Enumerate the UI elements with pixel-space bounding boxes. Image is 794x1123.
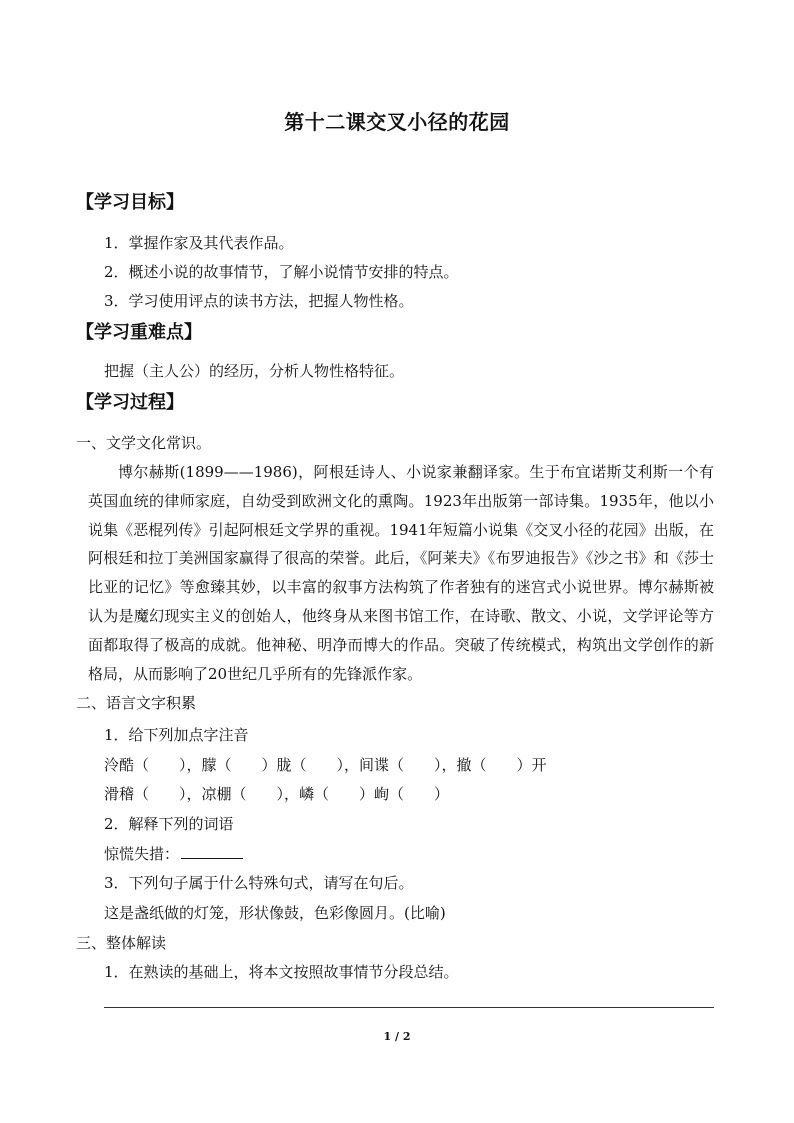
key-points-heading: 【学习重难点】 — [76, 322, 202, 343]
part3-heading: 三、整体解读 — [76, 934, 167, 952]
part3-question-1: 1．在熟读的基础上，将本文按照故事情节分段总结。 — [104, 963, 459, 981]
page-number: 1 / 2 — [383, 1030, 411, 1043]
answer-blank[interactable] — [181, 843, 243, 859]
process-heading: 【学习过程】 — [76, 392, 184, 413]
author-paragraph: 博尔赫斯(1899——1986)，阿根廷诗人、小说家兼翻译家。生于布宜诺斯艾利斯一个有英国血统的律师家庭，自幼受到欧洲文化的熏陶。1923年出版第一部诗集。1935年，他以小说集《恶棍列传》引起阿根廷文学界的重视。1941年短篇小说集《交叉小径的花园》出版，在阿根廷和拉丁美洲国家赢得了很高的荣誉。此后，《阿莱夫》《布罗迪报告》《沙之书》和《莎士比亚的记忆》等愈臻其妙，以丰富的叙事方法构筑了作者独有的迷宫式小说世界。博尔赫斯被认为是魔幻现实主义的创始人，他终身从来图书馆工作，在诗歌、散文、小说，文学评论等方面都取得了极高的成就。他神秘、明净而博大的作品。突破了传统模式，构筑出文学创作的新格局，从而影响了20世纪几乎所有的先锋派作家。 — [88, 463, 714, 683]
objective-item-3: 3．学习使用评点的读书方法，把握人物性格。 — [104, 292, 414, 310]
part2-heading: 二、语言文字积累 — [76, 694, 197, 712]
term-line — [104, 843, 243, 864]
pinyin-line-1: 泠酷（ ），朦（ ）胧（ ），间谍（ ），撤（ ）开 — [104, 756, 547, 774]
pinyin-line-2: 滑稽（ ），凉棚（ ），嶙（ ）峋（ ） — [104, 785, 450, 803]
part2-question-1: 1．给下列加点字注音 — [104, 726, 249, 744]
term-label: 惊慌失措： — [104, 845, 180, 863]
objective-item-1: 1．掌握作家及其代表作品。 — [104, 234, 294, 252]
key-points-text: 把握（主人公）的经历，分析人物性格特征。 — [104, 362, 405, 380]
objective-item-2: 2．概述小说的故事情节，了解小说情节安排的特点。 — [104, 263, 459, 281]
objectives-heading: 【学习目标】 — [76, 192, 184, 213]
footer-divider — [104, 1007, 714, 1008]
part2-question-3: 3．下列句子属于什么特殊句式，请写在句后。 — [104, 874, 414, 892]
example-sentence: 这是盏纸做的灯笼，形状像鼓，色彩像圆月。(比喻) — [104, 904, 446, 922]
page-title: 第十二课交叉小径的花园 — [284, 110, 510, 134]
part1-heading: 一、文学文化常识。 — [76, 434, 212, 452]
part2-question-2: 2．解释下列的词语 — [104, 815, 234, 833]
